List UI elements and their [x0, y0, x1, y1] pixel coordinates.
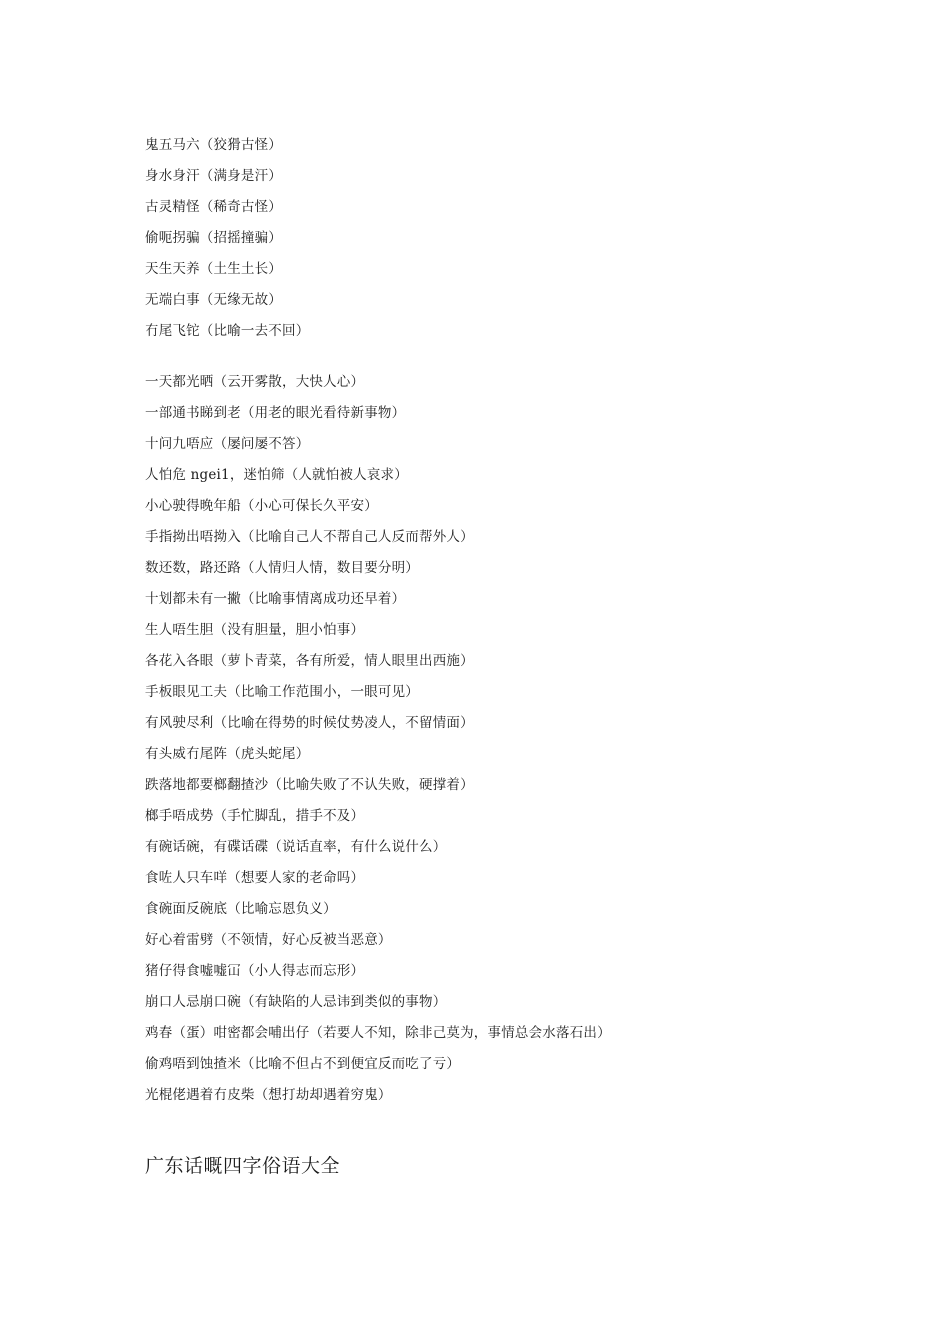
list-item: 天生天养（土生土长） [145, 261, 282, 277]
list-item: 鬼五马六（狡猾古怪） [145, 137, 282, 153]
list-item: 十问九唔应（屡问屡不答） [145, 436, 310, 452]
list-item: 古灵精怪（稀奇古怪） [145, 199, 282, 215]
list-item: 十划都未有一撇（比喻事情离成功还早着） [145, 591, 406, 607]
list-item: 食碗面反碗底（比喻忘恩负义） [145, 901, 337, 917]
list-item: 一部通书睇到老（用老的眼光看待新事物） [145, 405, 406, 421]
list-item: 一天都光晒（云开雾散，大快人心） [145, 374, 365, 390]
list-item: 偷呃拐骗（招摇撞骗） [145, 230, 282, 246]
list-item: 无端白事（无缘无故） [145, 292, 282, 308]
list-item: 榔手唔成势（手忙脚乱，措手不及） [145, 808, 365, 824]
list-item: 跌落地都要榔翻揸沙（比喻失败了不认失败，硬撑着） [145, 777, 474, 793]
list-item: 冇尾飞铊（比喻一去不回） [145, 323, 310, 339]
list-item: 食咗人只车咩（想要人家的老命吗） [145, 870, 365, 886]
list-item: 生人唔生胆（没有胆量，胆小怕事） [145, 622, 365, 638]
list-item: 有头威冇尾阵（虎头蛇尾） [145, 746, 310, 762]
list-item: 数还数，路还路（人情归人情，数目要分明） [145, 560, 419, 576]
list-item: 偷鸡唔到蚀揸米（比喻不但占不到便宜反而吃了亏） [145, 1056, 461, 1072]
idiom-list-phrases [145, 367, 611, 1111]
list-item: 有风驶尽利（比喻在得势的时候仗势凌人，不留情面） [145, 715, 474, 731]
list-item: 手板眼见工夫（比喻工作范围小，一眼可见） [145, 684, 419, 700]
list-item: 鸡春（蛋）咁密都会哺出仔（若要人不知，除非己莫为，事情总会水落石出） [145, 1025, 611, 1041]
list-item: 光棍佬遇着冇皮柴（想打劫却遇着穷鬼） [145, 1087, 392, 1103]
list-item: 有碗话碗，有碟话碟（说话直率，有什么说什么） [145, 839, 447, 855]
list-item: 身水身汗（满身是汗） [145, 168, 282, 184]
list-item: 崩口人忌崩口碗（有缺陷的人忌讳到类似的事物） [145, 994, 447, 1010]
list-item: 各花入各眼（萝卜青菜，各有所爱，情人眼里出西施） [145, 653, 474, 669]
list-item: 猪仔得食嘘嘘冚（小人得志而忘形） [145, 963, 365, 979]
list-item: 小心驶得晚年船（小心可保长久平安） [145, 498, 378, 514]
list-item: 好心着雷劈（不领情，好心反被当恶意） [145, 932, 392, 948]
idiom-list-four-char [145, 130, 309, 347]
section-heading: 广东话嘅四字俗语大全 [145, 1155, 341, 1177]
list-item: 人怕危 ngei1，迷怕筛（人就怕被人哀求） [145, 467, 408, 483]
list-item: 手指拗出唔拗入（比喻自己人不帮自己人反而帮外人） [145, 529, 474, 545]
